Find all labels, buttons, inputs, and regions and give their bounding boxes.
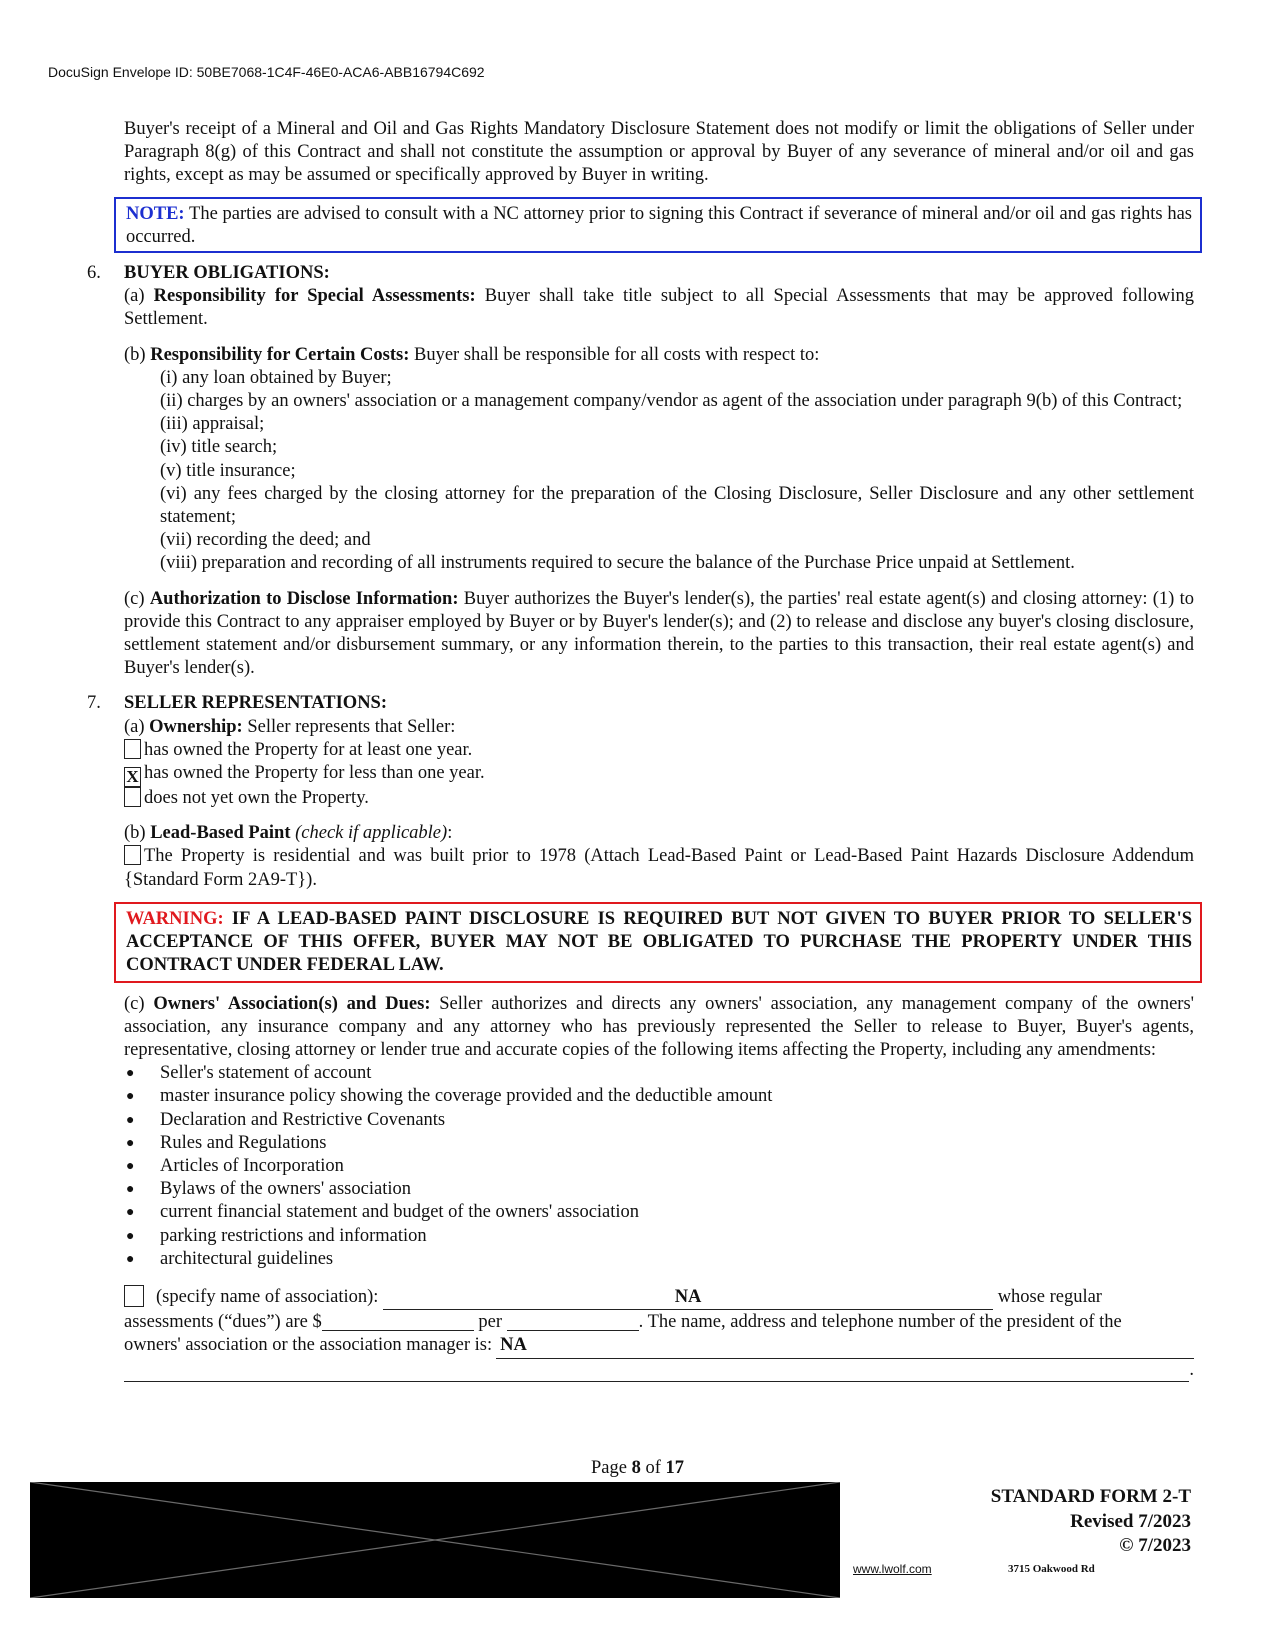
page-of: of xyxy=(640,1458,666,1478)
section-seller-representations xyxy=(87,692,1194,1381)
ownership-option xyxy=(124,762,1194,787)
paragraph-heading: Responsibility for Special Assessments: xyxy=(153,286,476,307)
lead-paint-option xyxy=(124,845,1194,891)
paragraph-text: Buyer shall take title subject to all Special Assessments that may be approved following Settlement. xyxy=(124,286,1194,330)
dues-period-field[interactable] xyxy=(507,1310,639,1331)
paragraph-6a xyxy=(124,285,1194,331)
paragraph-7c xyxy=(124,993,1194,1063)
paragraph-6c xyxy=(124,588,1194,681)
paragraph-text: Seller represents that Seller: xyxy=(242,716,456,737)
paragraph-heading: Lead-Based Paint xyxy=(150,823,291,844)
cost-item: (iv) title search; xyxy=(160,437,278,458)
paragraph-heading: Authorization to Disclose Information: xyxy=(149,588,459,609)
note-label: NOTE: xyxy=(126,203,185,224)
contract-page-body xyxy=(87,118,1194,1382)
page-number xyxy=(0,1458,1275,1479)
list-item: ● architectural guidelines xyxy=(124,1248,1194,1271)
paragraph-colon: : xyxy=(447,823,453,844)
page-total: 17 xyxy=(665,1458,684,1478)
dues-label: assessments (“dues”) are $ xyxy=(124,1312,322,1333)
warning-box xyxy=(114,902,1202,983)
section-buyer-obligations xyxy=(87,262,1194,680)
list-item: ● Articles of Incorporation xyxy=(124,1155,1194,1178)
page-current: 8 xyxy=(631,1458,641,1478)
list-item: ● parking restrictions and information xyxy=(124,1225,1194,1248)
paragraph-prefix: (c) xyxy=(124,588,150,609)
cost-item: (vi) any fees charged by the closing attorney for the preparation of the Closing Disclosure, Seller Disclosure and any other settlement statement; xyxy=(160,483,1194,528)
association-line-2 xyxy=(124,1310,1194,1334)
paragraph-prefix: (b) xyxy=(124,823,151,844)
property-address: 3715 Oakwood Rd xyxy=(1008,1563,1095,1575)
manager-field[interactable]: NA xyxy=(496,1334,1194,1358)
list-item: ● master insurance policy showing the coverage provided and the deductible amount xyxy=(124,1085,1194,1108)
ownership-option xyxy=(124,739,1194,762)
warning-text xyxy=(126,908,1192,978)
manager-continued-line xyxy=(124,1359,1194,1382)
form-revised: Revised 7/2023 xyxy=(1070,1510,1191,1532)
president-label: . The name, address and telephone number of the president of the xyxy=(638,1312,1122,1333)
paragraph-heading: Responsibility for Certain Costs: xyxy=(150,344,410,365)
association-checkbox[interactable] xyxy=(124,1285,144,1307)
dues-amount-field[interactable] xyxy=(322,1310,474,1331)
note-text xyxy=(126,203,1192,249)
warning-label: WARNING: xyxy=(126,908,224,929)
ownership-option xyxy=(124,787,1194,810)
manager-label: owners' association or the association manager is: xyxy=(124,1335,493,1356)
form-identifier xyxy=(991,1485,1191,1559)
paragraph-6b xyxy=(124,344,1194,367)
association-line-3 xyxy=(124,1334,1194,1358)
paragraph-prefix: (a) xyxy=(124,716,150,737)
redacted-block xyxy=(30,1482,840,1598)
lead-paint-checkbox[interactable] xyxy=(124,845,141,865)
list-item: ● current financial statement and budget of the owners' association xyxy=(124,1201,1194,1224)
cost-item: (i) any loan obtained by Buyer; xyxy=(160,367,392,388)
ownership-checkbox-not-yet-own[interactable] xyxy=(124,787,141,807)
manager-field-continued[interactable] xyxy=(124,1359,1189,1382)
form-copyright: © 7/2023 xyxy=(1119,1535,1191,1556)
ownership-checkbox-less-than-year[interactable]: X xyxy=(124,767,141,787)
note-box xyxy=(114,197,1202,253)
cost-item: (v) title insurance; xyxy=(160,460,296,481)
cost-item: (iii) appraisal; xyxy=(160,414,265,435)
cost-item: (ii) charges by an owners' association or a management company/vendor as agent of the association under paragraph 9(b) of this Contract; xyxy=(160,391,1183,412)
list-item: ● Seller's statement of account xyxy=(124,1062,1194,1085)
paragraph-text: Buyer authorizes the Buyer's lender(s), the parties' real estate agent(s) and closing attorney: (1) to provide this Contract to any appraiser employed by Buyer or by Buyer's lender(s); and (2) to release and disclose any buyer's closing disclosure, settlement statement and/or disbursement summary, or any information therein, to the parties to this transaction, their real estate agent(s) and Buyer's lender(s). xyxy=(124,588,1194,679)
option-label: The Property is residential and was built prior to 1978 (Attach Lead-Based Paint or Lead-Based Paint Hazards Disclosure Addendum {Standard Form 2A9-T}). xyxy=(124,846,1194,890)
redaction-cross-icon xyxy=(30,1482,840,1598)
association-label: whose regular xyxy=(997,1286,1102,1307)
cost-item: (vii) recording the deed; and xyxy=(160,530,371,551)
line-end-period: . xyxy=(1189,1359,1194,1380)
list-item: ● Declaration and Restrictive Covenants xyxy=(124,1109,1194,1132)
section-title: SELLER REPRESENTATIONS: xyxy=(124,693,388,714)
paragraph-prefix: (c) xyxy=(124,993,154,1014)
paragraph-text: Seller authorizes and directs any owners' association, any management company of the owners' association, any insurance company and any attorney who has previously represented the Seller to release to Buyer, Buyer's agents, representative, closing attorney or lender true and accurate copies of the following items affecting the Property, including any amendments: xyxy=(124,993,1194,1060)
ownership-checkbox-one-year[interactable] xyxy=(124,739,141,759)
association-line-1 xyxy=(124,1285,1194,1310)
section-number: 6. xyxy=(87,263,101,284)
dues-per-label: per xyxy=(478,1312,503,1333)
association-items-list xyxy=(124,1062,1194,1271)
paragraph-heading: Owners' Association(s) and Dues: xyxy=(153,993,431,1014)
note-body: The parties are advised to consult with a NC attorney prior to signing this Contract if severance of mineral and/or oil and gas rights has occurred. xyxy=(126,203,1192,247)
intro-paragraph: Buyer's receipt of a Mineral and Oil and Gas Rights Mandatory Disclosure Statement does not modify or limit the obligations of Seller under Paragraph 8(g) of this Contract and shall not constitute the assumption or approval by Buyer of any severance of mineral and/or oil and gas rights, except as may be assumed or specifically approved by Buyer in writing. xyxy=(124,119,1194,186)
docusign-envelope-id: DocuSign Envelope ID: 50BE7068-1C4F-46E0-ACA6-ABB16794C692 xyxy=(48,64,485,80)
option-label: does not yet own the Property. xyxy=(144,788,369,809)
association-label: (specify name of association): xyxy=(156,1286,379,1307)
page-prefix: Page xyxy=(590,1458,632,1478)
paragraph-text: Buyer shall be responsible for all costs with respect to: xyxy=(409,344,820,365)
form-title: STANDARD FORM 2-T xyxy=(990,1486,1191,1507)
paragraph-heading: Ownership: xyxy=(149,716,243,737)
paragraph-prefix: (a) xyxy=(124,286,154,307)
cost-item: (viii) preparation and recording of all instruments required to secure the balance of the Purchase Price unpaid at Settlement. xyxy=(160,553,1075,574)
cost-list xyxy=(124,367,1194,576)
paragraph-7a xyxy=(124,716,1194,739)
section-number: 7. xyxy=(87,693,101,714)
list-item: ● Bylaws of the owners' association xyxy=(124,1178,1194,1201)
section-title: BUYER OBLIGATIONS: xyxy=(124,263,330,284)
option-label: has owned the Property for at least one year. xyxy=(144,739,473,760)
list-item: ● Rules and Regulations xyxy=(124,1132,1194,1155)
paragraph-note: (check if applicable) xyxy=(290,823,448,844)
paragraph-prefix: (b) xyxy=(124,344,151,365)
association-name-field[interactable]: NA xyxy=(383,1286,993,1310)
lwolf-link[interactable]: www.lwolf.com xyxy=(853,1562,932,1576)
option-label: has owned the Property for less than one year. xyxy=(144,763,485,784)
warning-body: IF A LEAD-BASED PAINT DISCLOSURE IS REQUIRED BUT NOT GIVEN TO BUYER PRIOR TO SELLER'S ACCEPTANCE OF THIS OFFER, BUYER MAY NOT BE OBLIGATED TO PURCHASE THE PROPERTY UNDER THIS CONTRACT UNDER FEDERAL LAW. xyxy=(126,908,1192,976)
paragraph-7b xyxy=(124,822,1194,845)
